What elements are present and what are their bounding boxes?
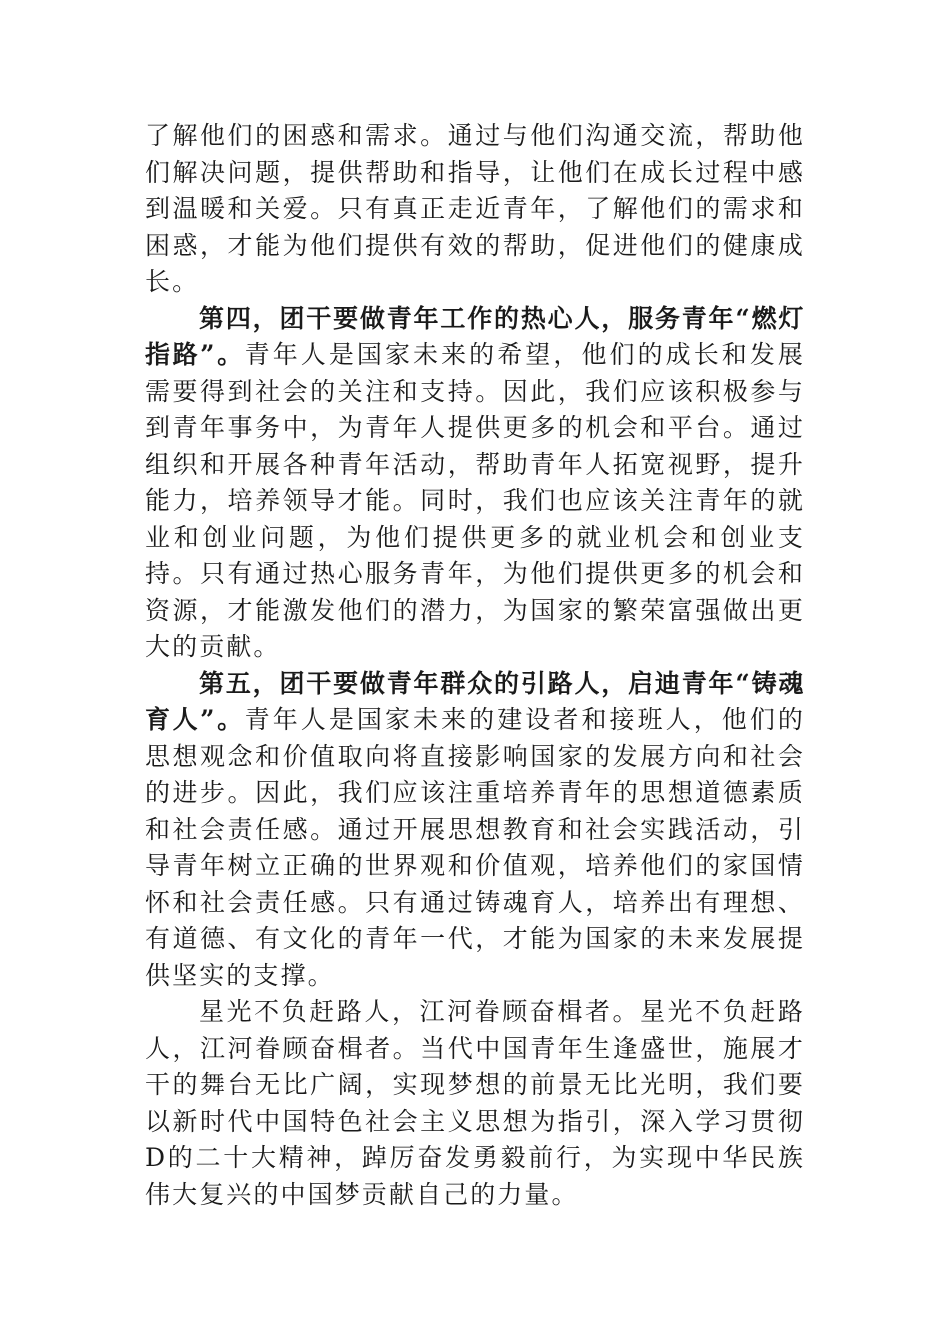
- paragraph-continuation: 了解他们的困惑和需求。通过与他们沟通交流，帮助他们解决问题，提供帮助和指导，让他们在成长过程中感到温暖和关爱。只有真正走近青年，了解他们的需求和困惑，才能为他们提供有效的帮助，促进他们的健康成长。: [145, 121, 805, 296]
- paragraph-body-fifth: 青年人是国家未来的建设者和接班人，他们的思想观念和价值取向将直接影响国家的发展方向和社会的进步。因此，我们应该注重培养青年的思想道德素质和社会责任感。通过开展思想教育和社会实践活动，引导青年树立正确的世界观和价值观，培养他们的家国情怀和社会责任感。只有通过铸魂育人，培养出有理想、有道德、有文化的青年一代，才能为国家的未来发展提供坚实的支撑。: [145, 705, 805, 990]
- paragraph-heading-fourth: 第四，团干要做青年工作的热心人，服务青年“燃灯指路”。: [145, 303, 805, 369]
- paragraph-fifth-point: [145, 666, 805, 995]
- paragraph-fourth-point: [145, 301, 805, 666]
- paragraph-body-fourth: 青年人是国家未来的希望，他们的成长和发展需要得到社会的关注和支持。因此，我们应该积极参与到青年事务中，为青年人提供更多的机会和平台。通过组织和开展各种青年活动，帮助青年人拓宽视野，提升能力，培养领导才能。同时，我们也应该关注青年的就业和创业问题，为他们提供更多的就业机会和创业支持。只有通过热心服务青年，为他们提供更多的机会和资源，才能激发他们的潜力，为国家的繁荣富强做出更大的贡献。: [145, 340, 805, 661]
- paragraph-heading-fifth: 第五，团干要做青年群众的引路人，启迪青年“铸魂育人”。: [145, 668, 805, 734]
- paragraph-conclusion: 星光不负赶路人，江河眷顾奋楫者。星光不负赶路人，江河眷顾奋楫者。当代中国青年生逢盛世，施展才干的舞台无比广阔，实现梦想的前景无比光明，我们要以新时代中国特色社会主义思想为指引，深入学习贯彻D的二十大精神，踔厉奋发勇毅前行，为实现中华民族伟大复兴的中国梦贡献自己的力量。: [145, 997, 805, 1209]
- document-page: [145, 118, 805, 1213]
